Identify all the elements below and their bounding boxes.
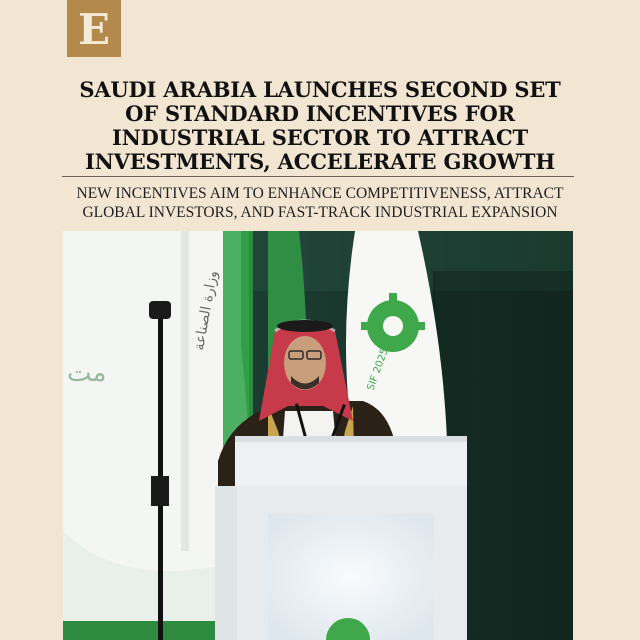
headline-divider <box>62 176 574 177</box>
sif-flag-text: SIF 2025 <box>365 347 391 393</box>
article-headline: SAUDI ARABIA LAUNCHES SECOND SET OF STANDARD INCENTIVES FOR INDUSTRIAL SECTOR TO ATTRACT INVESTMENTS, ACCELERATE GROWTH <box>79 77 561 174</box>
brand-logo-letter: E <box>77 4 110 54</box>
brand-logo[interactable] <box>67 0 121 57</box>
speaking-podium <box>215 436 467 640</box>
svg-text:مت: مت <box>67 358 107 388</box>
speaker-photo-illustration <box>63 231 573 640</box>
article-photo <box>63 231 573 640</box>
svg-text:وزارة الصناعة: وزارة الصناعة <box>191 269 221 352</box>
article-subheadline: NEW INCENTIVES AIM TO ENHANCE COMPETITIVENESS, ATTRACT GLOBAL INVESTORS, AND FAST-TRACK INDUSTRIAL EXPANSION <box>76 185 564 221</box>
